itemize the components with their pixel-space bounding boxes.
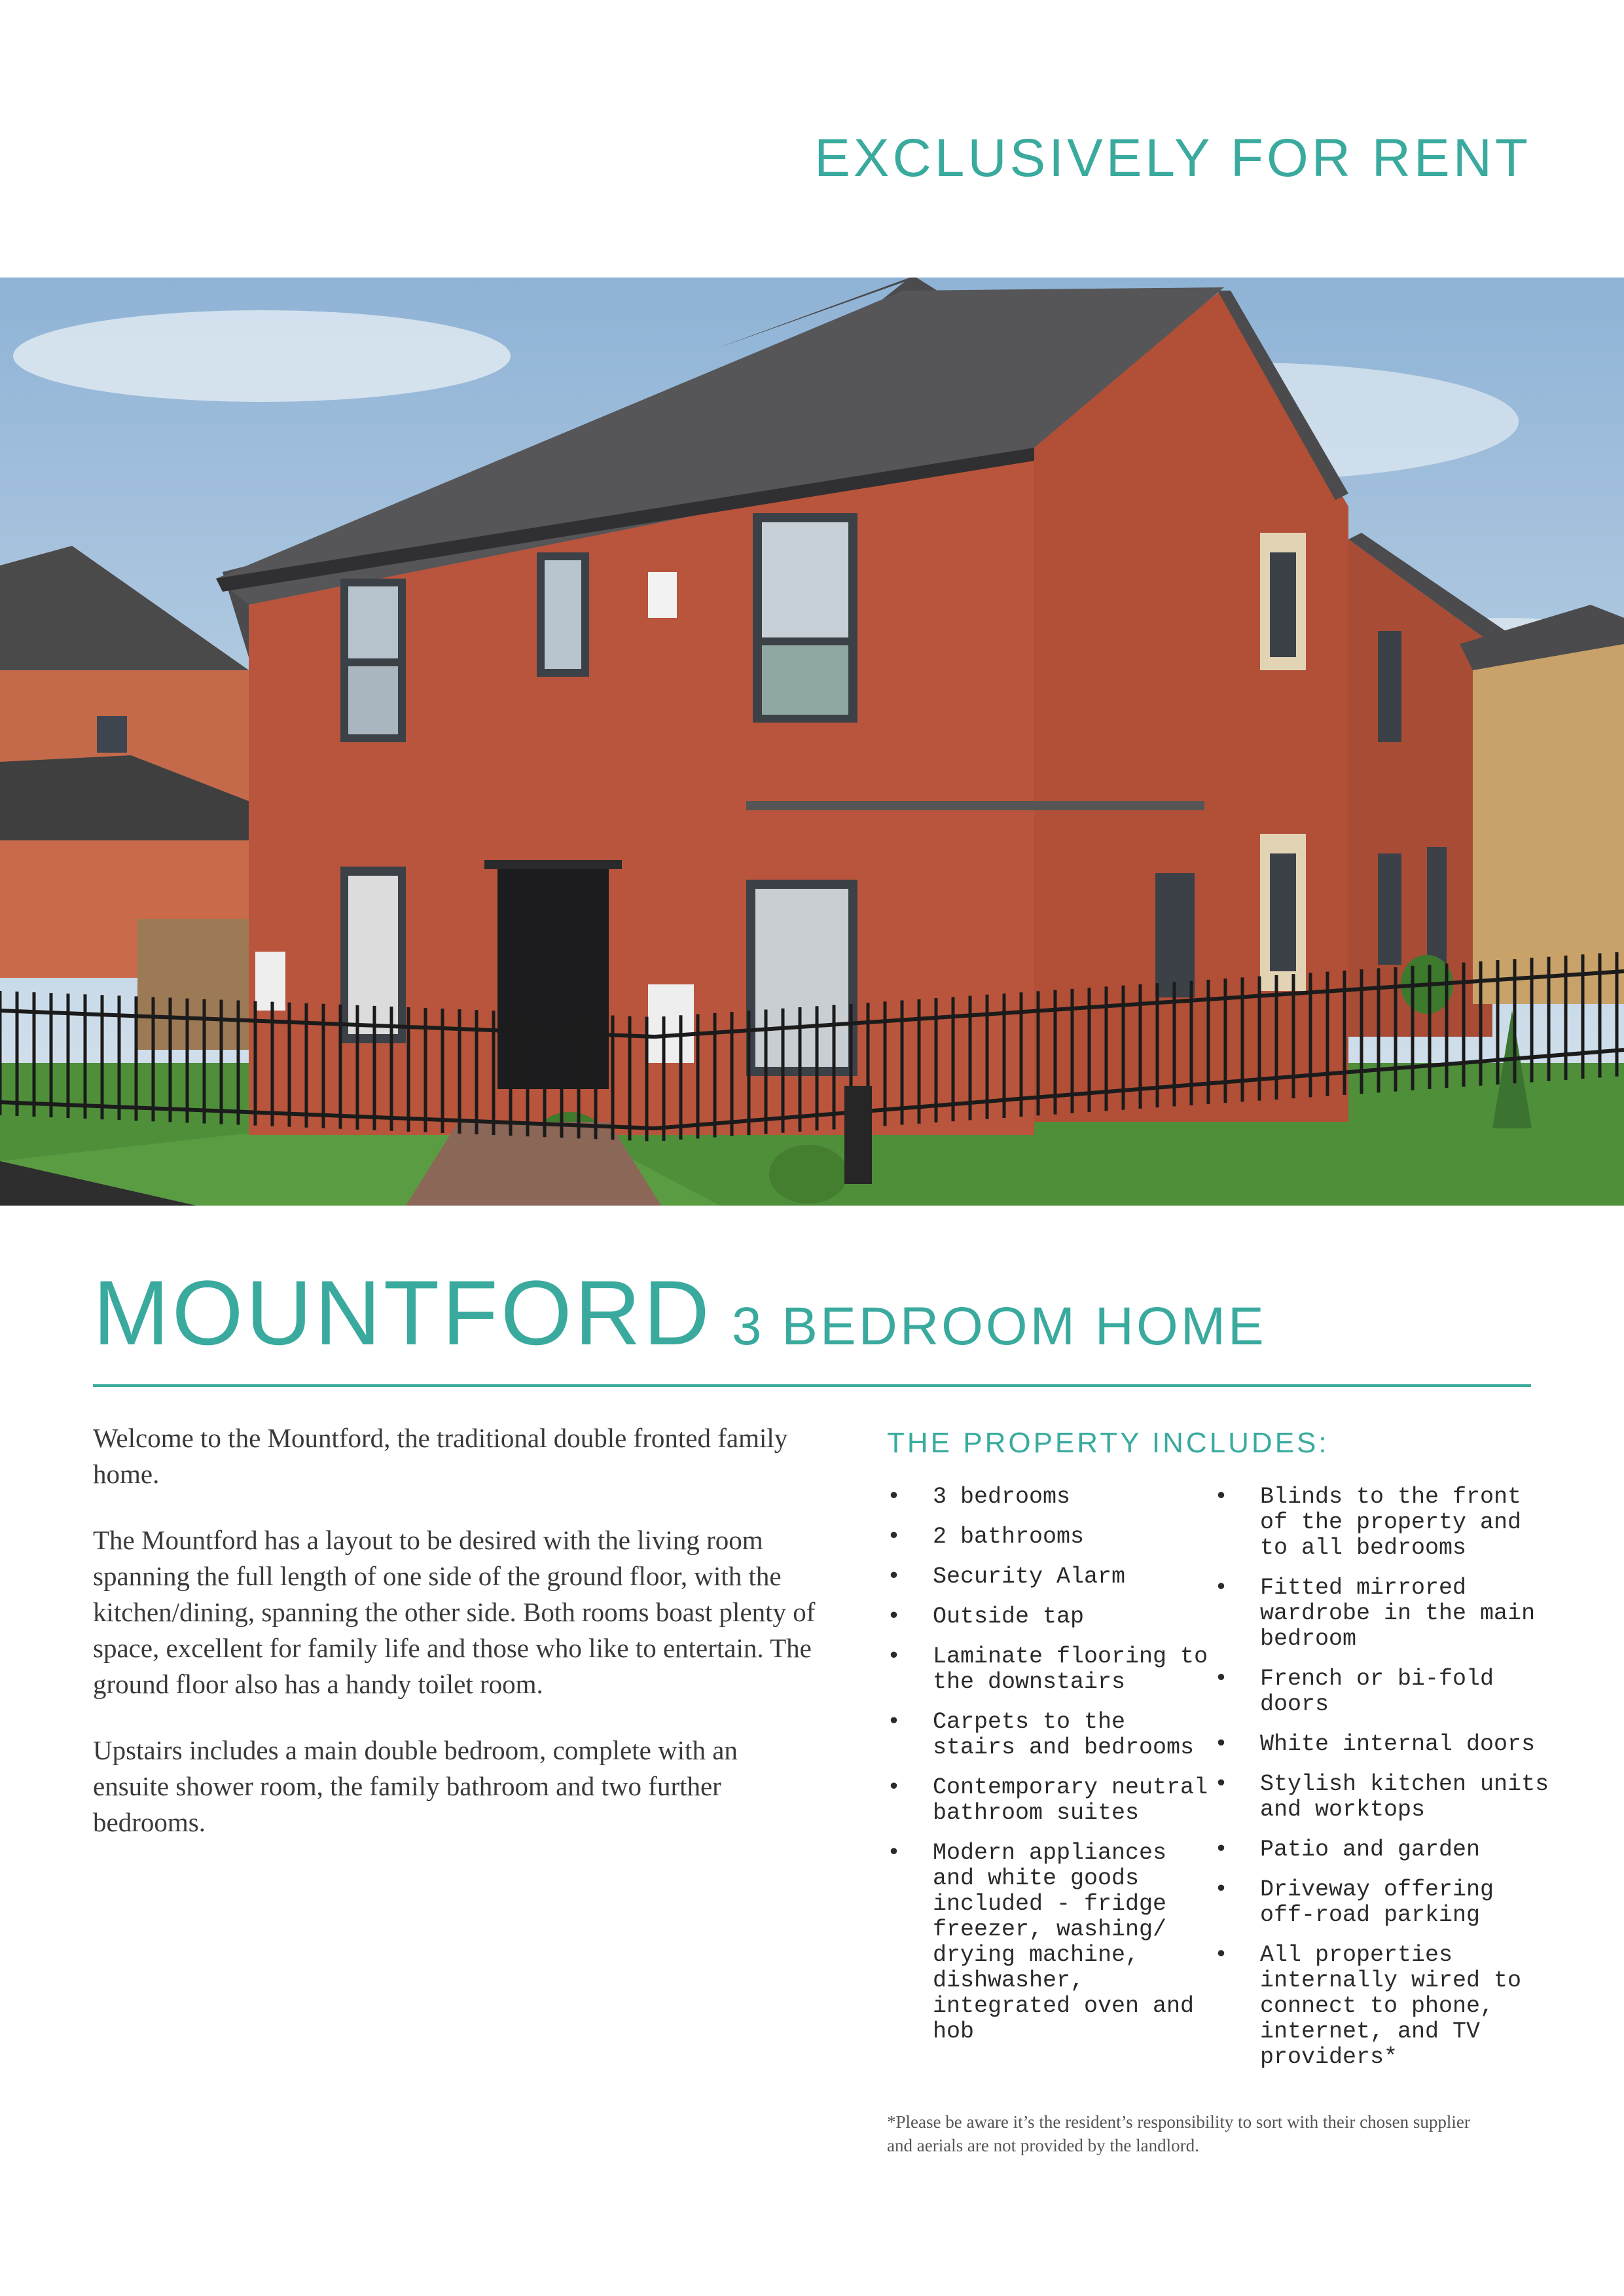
- house-photo: [0, 278, 1624, 1206]
- list-item: • All properties internally wired to connect to phone, internet, and TV providers*: [1214, 1942, 1522, 2070]
- bullet-icon: •: [1214, 1837, 1229, 1863]
- bullet-icon: •: [887, 1643, 901, 1670]
- bullet-icon: •: [887, 1840, 901, 1866]
- title-divider: [93, 1384, 1531, 1387]
- bullet-icon: •: [887, 1524, 901, 1550]
- list-item: • French or bi-fold doors: [1214, 1666, 1494, 1717]
- footnote: *Please be aware it’s the resident’s responsibility to sort with their chosen supplier and aerials are not provided by the landlord.: [887, 2112, 1470, 2155]
- property-subtitle: 3 BEDROOM HOME: [731, 1297, 1267, 1356]
- bullet-icon: •: [887, 1484, 901, 1510]
- bullet-icon: •: [1214, 1731, 1229, 1757]
- bullet-icon: •: [1214, 1876, 1229, 1903]
- includes-heading: THE PROPERTY INCLUDES:: [887, 1427, 1329, 1459]
- list-item: • Fitted mirrored wardrobe in the main bedroom: [1214, 1575, 1536, 1652]
- list-item: • Patio and garden: [1214, 1837, 1481, 1863]
- features-list-right: [1214, 1484, 1555, 2085]
- list-item: • White internal doors: [1214, 1731, 1536, 1757]
- bullet-icon: •: [1214, 1942, 1229, 1968]
- bullet-icon: •: [1214, 1771, 1229, 1797]
- features-list-left: [887, 1484, 1214, 2059]
- bullet-icon: •: [887, 1709, 901, 1735]
- list-item: • Outside tap: [887, 1604, 1085, 1630]
- list-item: • 3 bedrooms: [887, 1484, 1071, 1510]
- intro-paragraph: Upstairs includes a main double bedroom, complete with an ensuite shower room, the family bathroom and two further bedrooms.: [93, 1735, 738, 1837]
- list-item: • Driveway offering off-road parking: [1214, 1876, 1494, 1928]
- bullet-icon: •: [887, 1774, 901, 1801]
- list-item: • Blinds to the front of the property and to all bedrooms: [1214, 1484, 1522, 1561]
- bullet-icon: •: [887, 1564, 901, 1590]
- list-item: • Carpets to the stairs and bedrooms: [887, 1709, 1195, 1761]
- bullet-icon: •: [887, 1604, 901, 1630]
- list-item: • Security Alarm: [887, 1564, 1126, 1590]
- list-item: • Modern appliances and white goods included - fridge freezer, washing/ drying machine, dishwasher, integrated oven and hob: [887, 1840, 1195, 2045]
- list-item: • Contemporary neutral bathroom suites: [887, 1774, 1208, 1826]
- bullet-icon: •: [1214, 1666, 1229, 1692]
- intro-text: [93, 1420, 820, 1871]
- list-item: • 2 bathrooms: [887, 1524, 1085, 1550]
- bullet-icon: •: [1214, 1484, 1229, 1510]
- intro-paragraph: The Mountford has a layout to be desired with the living room spanning the full length of one side of the ground floor, with the kitchen/dining, spanning the other side. Both rooms boast plenty of space, excellent for family life and those who like to entertain. The ground floor also has a handy toilet room.: [93, 1525, 816, 1699]
- exclusive-rent-banner: EXCLUSIVELY FOR RENT: [814, 128, 1531, 188]
- list-item: • Laminate flooring to the downstairs: [887, 1643, 1208, 1695]
- page-title: [93, 1260, 1531, 1366]
- list-item: • Stylish kitchen units and worktops: [1214, 1771, 1549, 1823]
- property-name: MOUNTFORD: [93, 1261, 712, 1364]
- bullet-icon: •: [1214, 1575, 1229, 1601]
- intro-paragraph: Welcome to the Mountford, the traditional double fronted family home.: [93, 1423, 788, 1489]
